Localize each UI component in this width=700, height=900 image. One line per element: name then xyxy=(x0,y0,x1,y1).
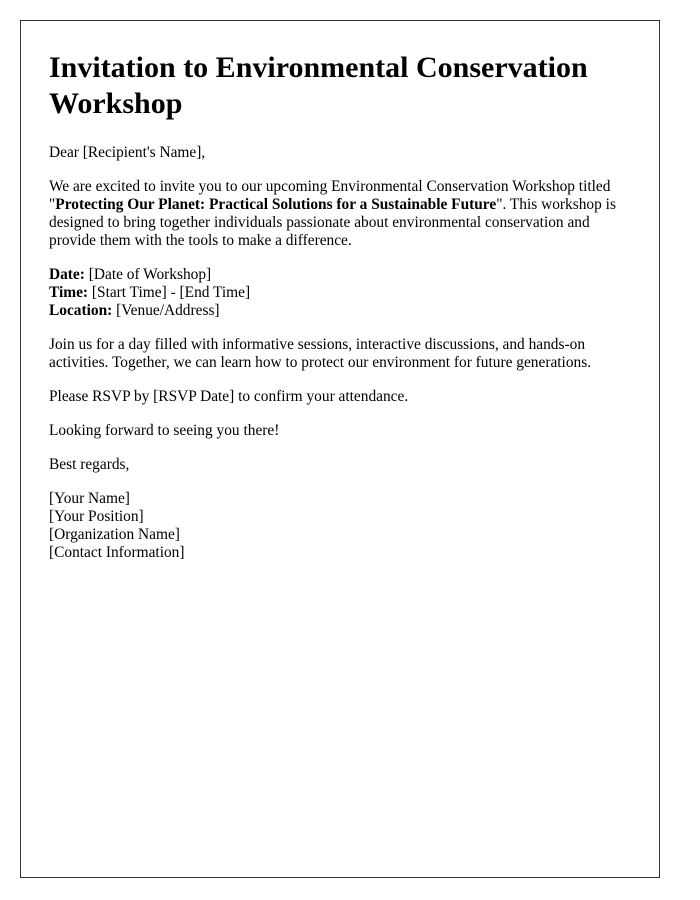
date-line xyxy=(49,266,631,284)
rsvp-paragraph: Please RSVP by [RSVP Date] to confirm your attendance. xyxy=(49,388,409,405)
workshop-title: Protecting Our Planet: Practical Solutions for a Sustainable Future xyxy=(55,196,497,213)
closing-line: Looking forward to seeing you there! xyxy=(49,422,280,439)
greeting: Dear [Recipient's Name], xyxy=(49,144,206,161)
signature-block xyxy=(49,490,631,562)
time-value: [Start Time] - [End Time] xyxy=(88,284,251,301)
body-paragraph: Join us for a day filled with informative sessions, interactive discussions, and hands-on activities. Together, we can learn how to protect our environment for future generations. xyxy=(49,336,592,371)
signature-name: [Your Name] xyxy=(49,490,130,507)
letter-title: Invitation to Environmental Conservation Workshop xyxy=(49,51,588,120)
intro-text-after: ". This workshop is designed to bring together individuals passionate about environmental conservation and provide them with the tools to make a difference. xyxy=(49,196,616,249)
sign-off: Best regards, xyxy=(49,456,130,473)
intro-text-before: We are excited to invite you to our upcoming Environmental Conservation Workshop titled " xyxy=(49,178,611,213)
signature-contact: [Contact Information] xyxy=(49,544,185,561)
intro-paragraph xyxy=(49,178,631,250)
location-label: Location: xyxy=(49,302,113,319)
letter-page xyxy=(20,20,660,878)
time-line xyxy=(49,284,631,302)
signature-organization: [Organization Name] xyxy=(49,526,180,543)
signature-position: [Your Position] xyxy=(49,508,144,525)
date-label: Date: xyxy=(49,266,85,283)
time-label: Time: xyxy=(49,284,89,301)
location-line xyxy=(49,302,631,320)
date-value: [Date of Workshop] xyxy=(84,266,212,283)
location-value: [Venue/Address] xyxy=(112,302,220,319)
event-details xyxy=(49,266,631,320)
